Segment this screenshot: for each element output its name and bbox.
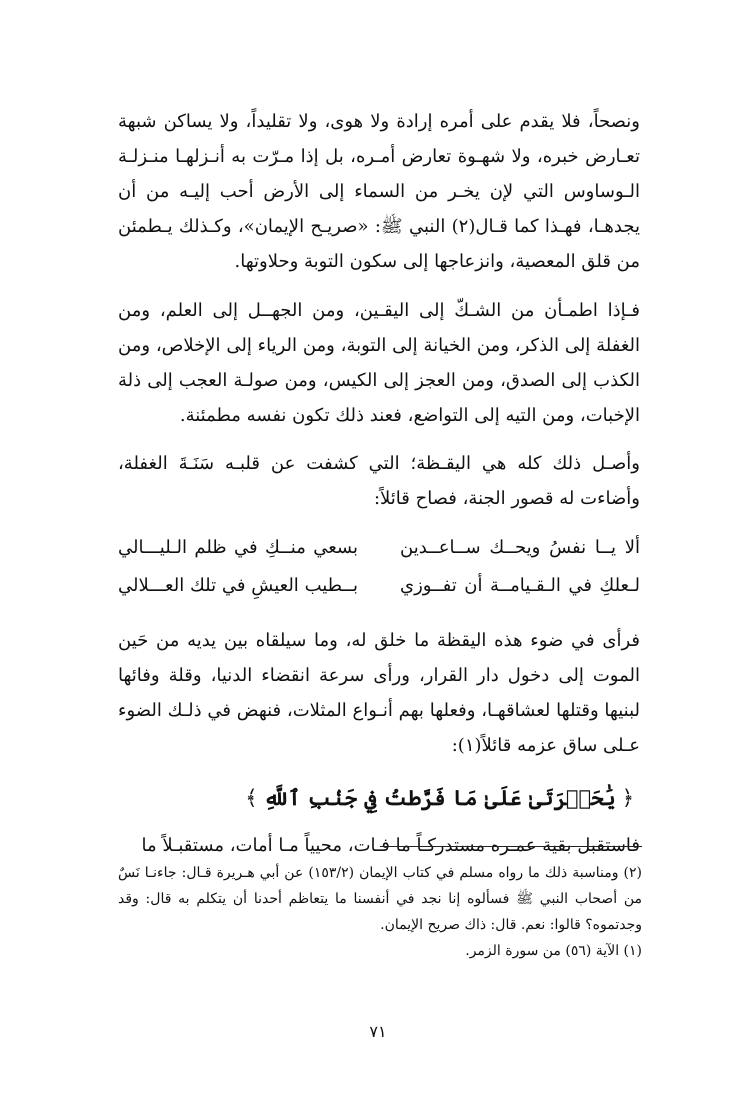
footnote-divider	[380, 846, 642, 847]
poem-hemistich: ألا يــا نفسُ ويحــك ســاعــدين	[400, 537, 640, 558]
poem-hemistich: بــطيب العيشِ في تلك العـــلالي	[118, 575, 358, 596]
paragraph-4: فرأى في ضوء هذه اليقظة ما خلق له، وما سيلقاه بين يديه من حَين الموت إلى دخول دار القرار، ورأى سرعة انقضاء الدنيا، وقلة وفائها لبنيها وقتلها لعشاقهـا، وفعلها بهم أنـواع المثلات، فنهض في ذلـك الضوء عـلى ساق عزمه قائلاً(١):	[118, 630, 640, 756]
paragraph-1: ونصحاً، فلا يقدم على أمره إرادة ولا هوى، ولا تقليداً، ولا يساكن شبهة تعـارض خبره، ولا شهـوة تعارض أمـره، بل إذا مـرّت به أنـزلهـا منـزلـة الـوساوس التي لإن يخـر من السماء إلى الأرض أحب إليـه من أن يجدهـا، فهـذا كما قـال(٢) النبي ﷺ: «صريـح الإيمان»، وكـذلك يـطمئن من قلق المعصية، وانزعاجها إلى سكون التوبة وحلاوتها.	[118, 111, 640, 272]
verse-close-bracket: ﴾	[245, 786, 258, 810]
paragraph-2: فـإذا اطمـأن من الشـكّ إلى اليقـين، ومن الجهــل إلى العلم، ومن الغفلة إلى الذكر، ومن الخيانة إلى التوبة، ومن الرياء إلى الإخلاص، ومن الكذب إلى الصدق، ومن العجز إلى الكيس، ومن صولـة العجب إلى ذلة الإخبات، ومن التيه إلى التواضع، فعند ذلك تكون نفسه مطمئنة.	[118, 300, 640, 426]
page-body	[118, 104, 640, 876]
paragraph-3: وأصـل ذلك كله هي اليقـظة؛ التي كشفت عن قلبـه سَنَـةَ الغفلة، وأضاءت له قصور الجنة، فصاح قائلاً:	[118, 453, 640, 509]
poem-hemistich: بسعي منــكِ في ظلم الـليـــالي	[118, 537, 358, 558]
verse-text: يَٰحَسۡرَتَىٰ عَلَىٰ مَا فَرَّطتُ فِي جَنۢبِ ٱللَّهِ	[263, 785, 616, 810]
footnote-2: (٢) ومناسبة ذلك ما رواه مسلم في كتاب الإيمان (١٥٣/٢) عن أبي هـريرة قـال: جاءنـا نَسٌ من أصحاب النبي ﷺ فسألوه إنا نجد في أنفسنا ما يتعاظم أحدنا أن يتكلم به قال: وقد وجدتموه؟ قالوا: نعم. قال: ذاك صريح الإيمان.	[118, 865, 642, 933]
footnote-1: (١) الآية (٥٦) من سورة الزمر.	[465, 943, 642, 959]
poem-verse-2	[118, 567, 640, 605]
page-number: ٧١	[369, 1022, 387, 1041]
footnotes	[118, 860, 642, 964]
poem-verse-1	[118, 529, 640, 567]
poem-hemistich: لـعلكِ في الـقـيامــة أن تفــوزي	[400, 575, 640, 596]
poem	[118, 529, 640, 605]
verse-open-bracket: ﴿	[621, 786, 634, 810]
paragraph-5: فاستقبل بقية عمـره مستدركـاً ما فـات، محيياً مـا أمات، مستقبـلاً ما	[141, 835, 640, 856]
quran-verse	[118, 776, 640, 820]
